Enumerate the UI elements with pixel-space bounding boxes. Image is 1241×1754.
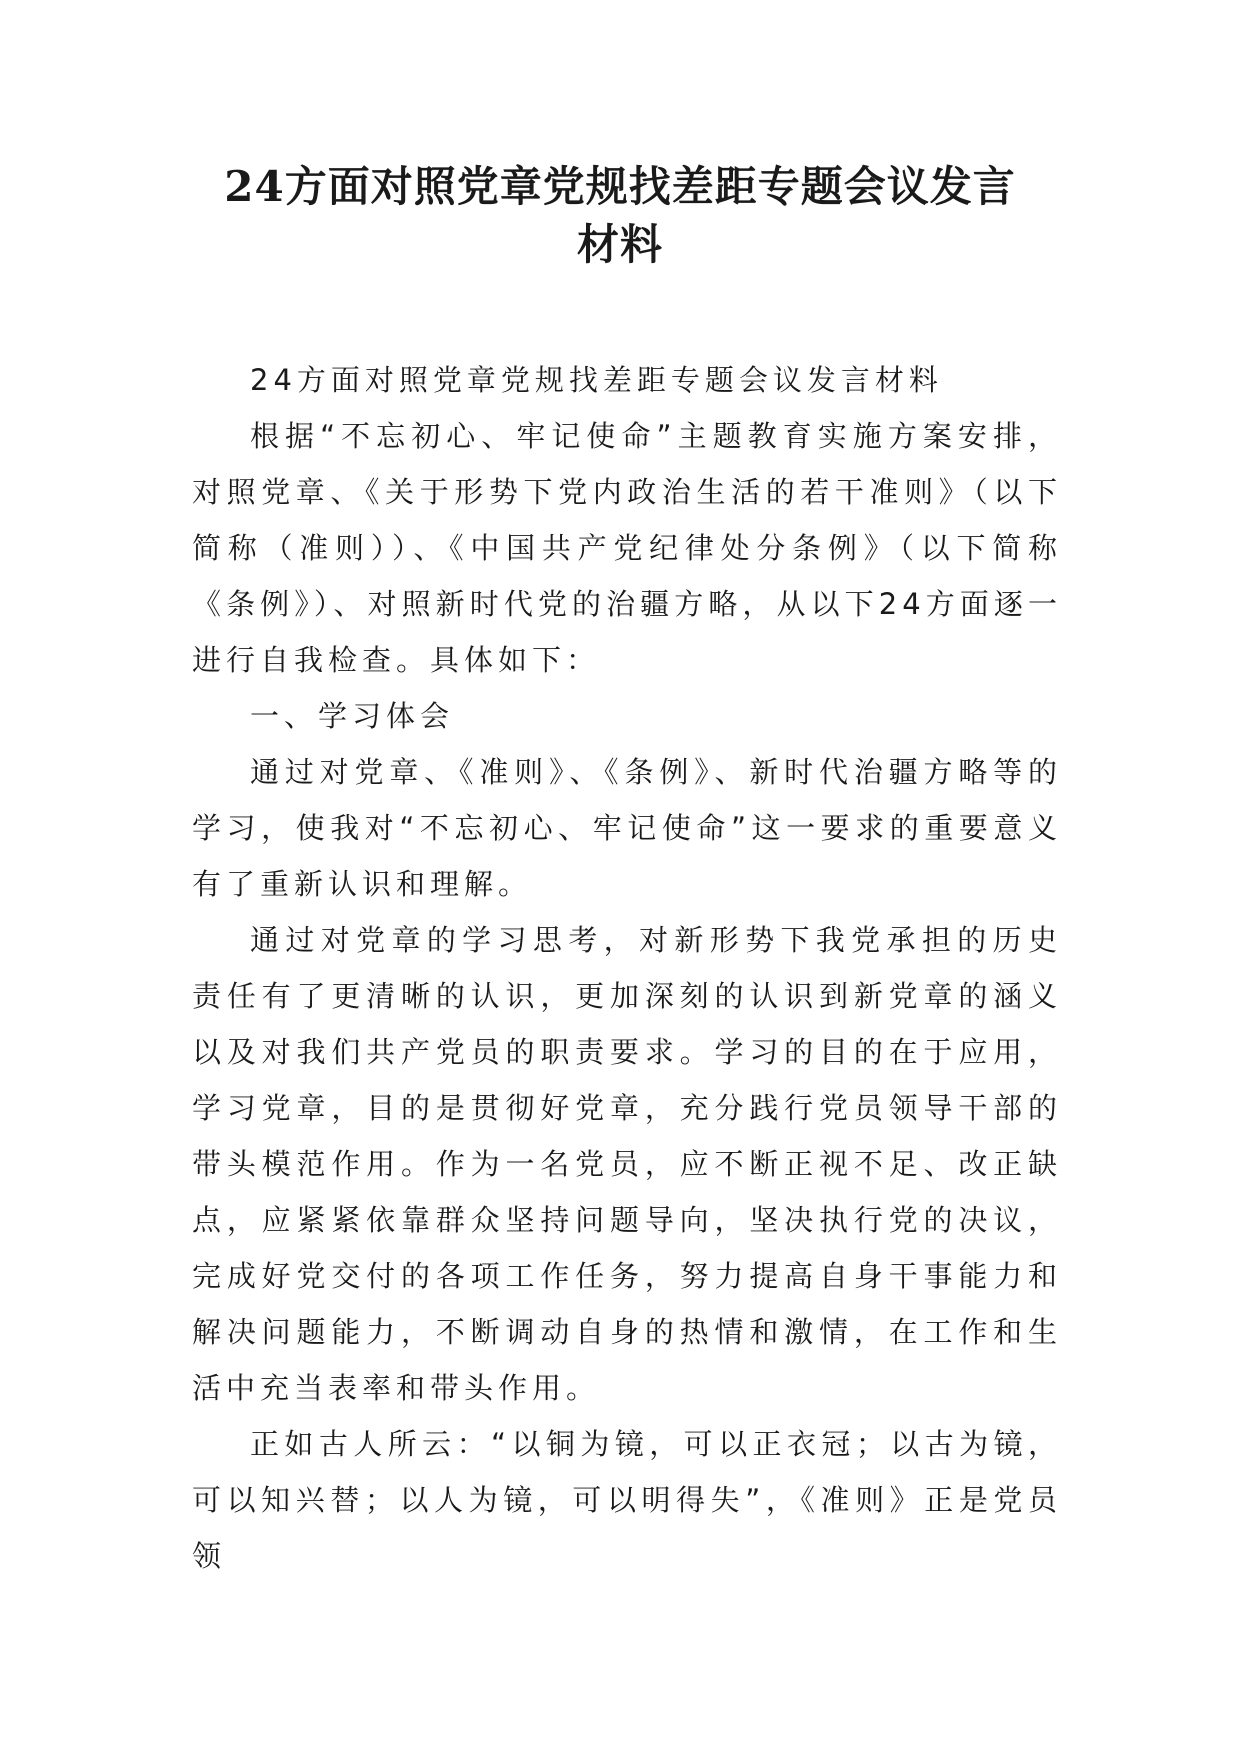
paragraph: 通过对党章的学习思考，对新形势下我党承担的历史责任有了更清晰的认识，更加深刻的认识到新党章的涵义以及对我们共产党员的职责要求。学习的目的在于应用，学习党章，目的是贯彻好党章，充分践行党员领导干部的带头模范作用。作为一名党员，应不断正视不足、改正缺点，应紧紧依靠群众坚持问题导向，坚决执行党的决议，完成好党交付的各项工作任务，努力提高自身干事能力和解决问题能力，不断调动自身的热情和激情，在工作和生活中充当表率和带头作用。 — [192, 923, 1062, 1405]
document-body — [192, 352, 1062, 1584]
document-title-line-1: 24方面对照党章党规找差距专题会议发言 — [224, 162, 1016, 211]
document-title — [150, 158, 1090, 274]
paragraph-subtitle: 24方面对照党章党规找差距专题会议发言材料 — [250, 363, 943, 397]
paragraph-intro: 根据“不忘初心、牢记使命”主题教育实施方案安排，对照党章、《关于形势下党内政治生活的若干准则》（以下简称（准则））、《中国共产党纪律处分条例》（以下简称《条例》）、对照新时代党的治疆方略，从以下24方面逐一进行自我检查。具体如下： — [192, 419, 1062, 677]
section-heading: 一、学习体会 — [250, 699, 455, 733]
paragraph: 正如古人所云：“以铜为镜，可以正衣冠；以古为镜，可以知兴替；以人为镜，可以明得失”，《准则》正是党员领 — [192, 1427, 1062, 1573]
paragraph: 通过对党章、《准则》、《条例》、新时代治疆方略等的学习，使我对“不忘初心、牢记使命”这一要求的重要意义有了重新认识和理解。 — [192, 755, 1062, 901]
document-title-line-2: 材料 — [576, 220, 663, 269]
